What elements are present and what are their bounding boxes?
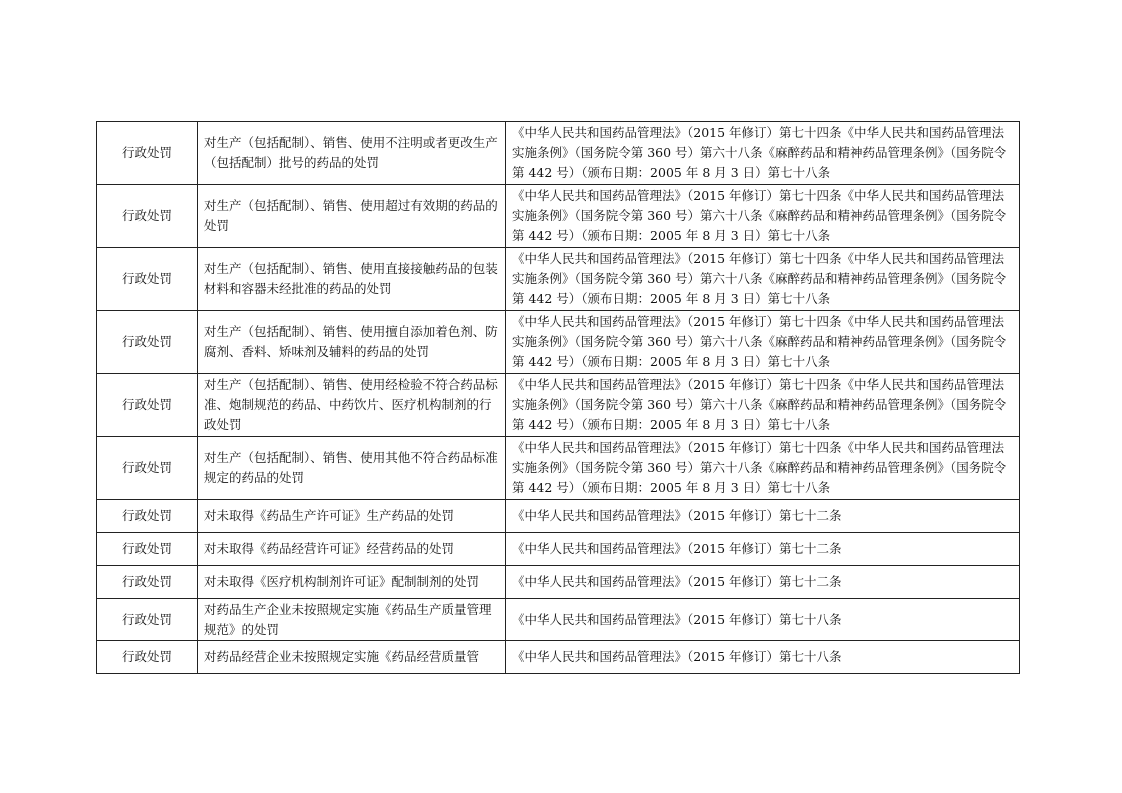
type-cell: 行政处罚: [97, 122, 198, 185]
table-row: [97, 311, 1020, 374]
type-cell: 行政处罚: [97, 185, 198, 248]
type-cell: 行政处罚: [97, 500, 198, 533]
basis-cell: 《中华人民共和国药品管理法》（2015 年修订）第七十二条: [506, 500, 1020, 533]
basis-cell: 《中华人民共和国药品管理法》（2015 年修订）第七十四条《中华人民共和国药品管理法实施条例》（国务院令第 360 号）第六十八条《麻醉药品和精神药品管理条例》（国务院令第 442 号）（颁布日期：2005 年 8 月 3 日）第七十八条: [506, 122, 1020, 185]
table-row: [97, 533, 1020, 566]
item-cell: 对药品经营企业未按照规定实施《药品经营质量管: [198, 641, 506, 674]
item-cell: 对生产（包括配制）、销售、使用直接接触药品的包装材料和容器未经批准的药品的处罚: [198, 248, 506, 311]
type-cell: 行政处罚: [97, 533, 198, 566]
type-cell: 行政处罚: [97, 374, 198, 437]
basis-cell: 《中华人民共和国药品管理法》（2015 年修订）第七十四条《中华人民共和国药品管理法实施条例》（国务院令第 360 号）第六十八条《麻醉药品和精神药品管理条例》（国务院令第 442 号）（颁布日期：2005 年 8 月 3 日）第七十八条: [506, 311, 1020, 374]
table-row: [97, 185, 1020, 248]
basis-cell: 《中华人民共和国药品管理法》（2015 年修订）第七十二条: [506, 566, 1020, 599]
basis-cell: 《中华人民共和国药品管理法》（2015 年修订）第七十四条《中华人民共和国药品管理法实施条例》（国务院令第 360 号）第六十八条《麻醉药品和精神药品管理条例》（国务院令第 442 号）（颁布日期：2005 年 8 月 3 日）第七十八条: [506, 248, 1020, 311]
table-row: [97, 566, 1020, 599]
item-cell: 对生产（包括配制）、销售、使用不注明或者更改生产（包括配制）批号的药品的处罚: [198, 122, 506, 185]
type-cell: 行政处罚: [97, 311, 198, 374]
item-cell: 对未取得《药品经营许可证》经营药品的处罚: [198, 533, 506, 566]
basis-cell: 《中华人民共和国药品管理法》（2015 年修订）第七十四条《中华人民共和国药品管理法实施条例》（国务院令第 360 号）第六十八条《麻醉药品和精神药品管理条例》（国务院令第 442 号）（颁布日期：2005 年 8 月 3 日）第七十八条: [506, 374, 1020, 437]
item-cell: 对药品生产企业未按照规定实施《药品生产质量管理规范》的处罚: [198, 599, 506, 641]
table-row: [97, 437, 1020, 500]
type-cell: 行政处罚: [97, 641, 198, 674]
table-row: [97, 248, 1020, 311]
type-cell: 行政处罚: [97, 566, 198, 599]
penalty-table: [96, 121, 1020, 674]
basis-cell: 《中华人民共和国药品管理法》（2015 年修订）第七十四条《中华人民共和国药品管理法实施条例》（国务院令第 360 号）第六十八条《麻醉药品和精神药品管理条例》（国务院令第 442 号）（颁布日期：2005 年 8 月 3 日）第七十八条: [506, 437, 1020, 500]
item-cell: 对未取得《药品生产许可证》生产药品的处罚: [198, 500, 506, 533]
table-row: [97, 122, 1020, 185]
item-cell: 对生产（包括配制）、销售、使用其他不符合药品标准规定的药品的处罚: [198, 437, 506, 500]
table-row: [97, 641, 1020, 674]
item-cell: 对生产（包括配制）、销售、使用擅自添加着色剂、防腐剂、香料、矫味剂及辅料的药品的处罚: [198, 311, 506, 374]
basis-cell: 《中华人民共和国药品管理法》（2015 年修订）第七十二条: [506, 533, 1020, 566]
item-cell: 对生产（包括配制）、销售、使用超过有效期的药品的处罚: [198, 185, 506, 248]
type-cell: 行政处罚: [97, 437, 198, 500]
type-cell: 行政处罚: [97, 248, 198, 311]
basis-cell: 《中华人民共和国药品管理法》（2015 年修订）第七十四条《中华人民共和国药品管理法实施条例》（国务院令第 360 号）第六十八条《麻醉药品和精神药品管理条例》（国务院令第 442 号）（颁布日期：2005 年 8 月 3 日）第七十八条: [506, 185, 1020, 248]
type-cell: 行政处罚: [97, 599, 198, 641]
table-row: [97, 500, 1020, 533]
item-cell: 对生产（包括配制）、销售、使用经检验不符合药品标准、炮制规范的药品、中药饮片、医疗机构制剂的行政处罚: [198, 374, 506, 437]
basis-cell: 《中华人民共和国药品管理法》（2015 年修订）第七十八条: [506, 599, 1020, 641]
table-row: [97, 599, 1020, 641]
item-cell: 对未取得《医疗机构制剂许可证》配制制剂的处罚: [198, 566, 506, 599]
table-row: [97, 374, 1020, 437]
basis-cell: 《中华人民共和国药品管理法》（2015 年修订）第七十八条: [506, 641, 1020, 674]
